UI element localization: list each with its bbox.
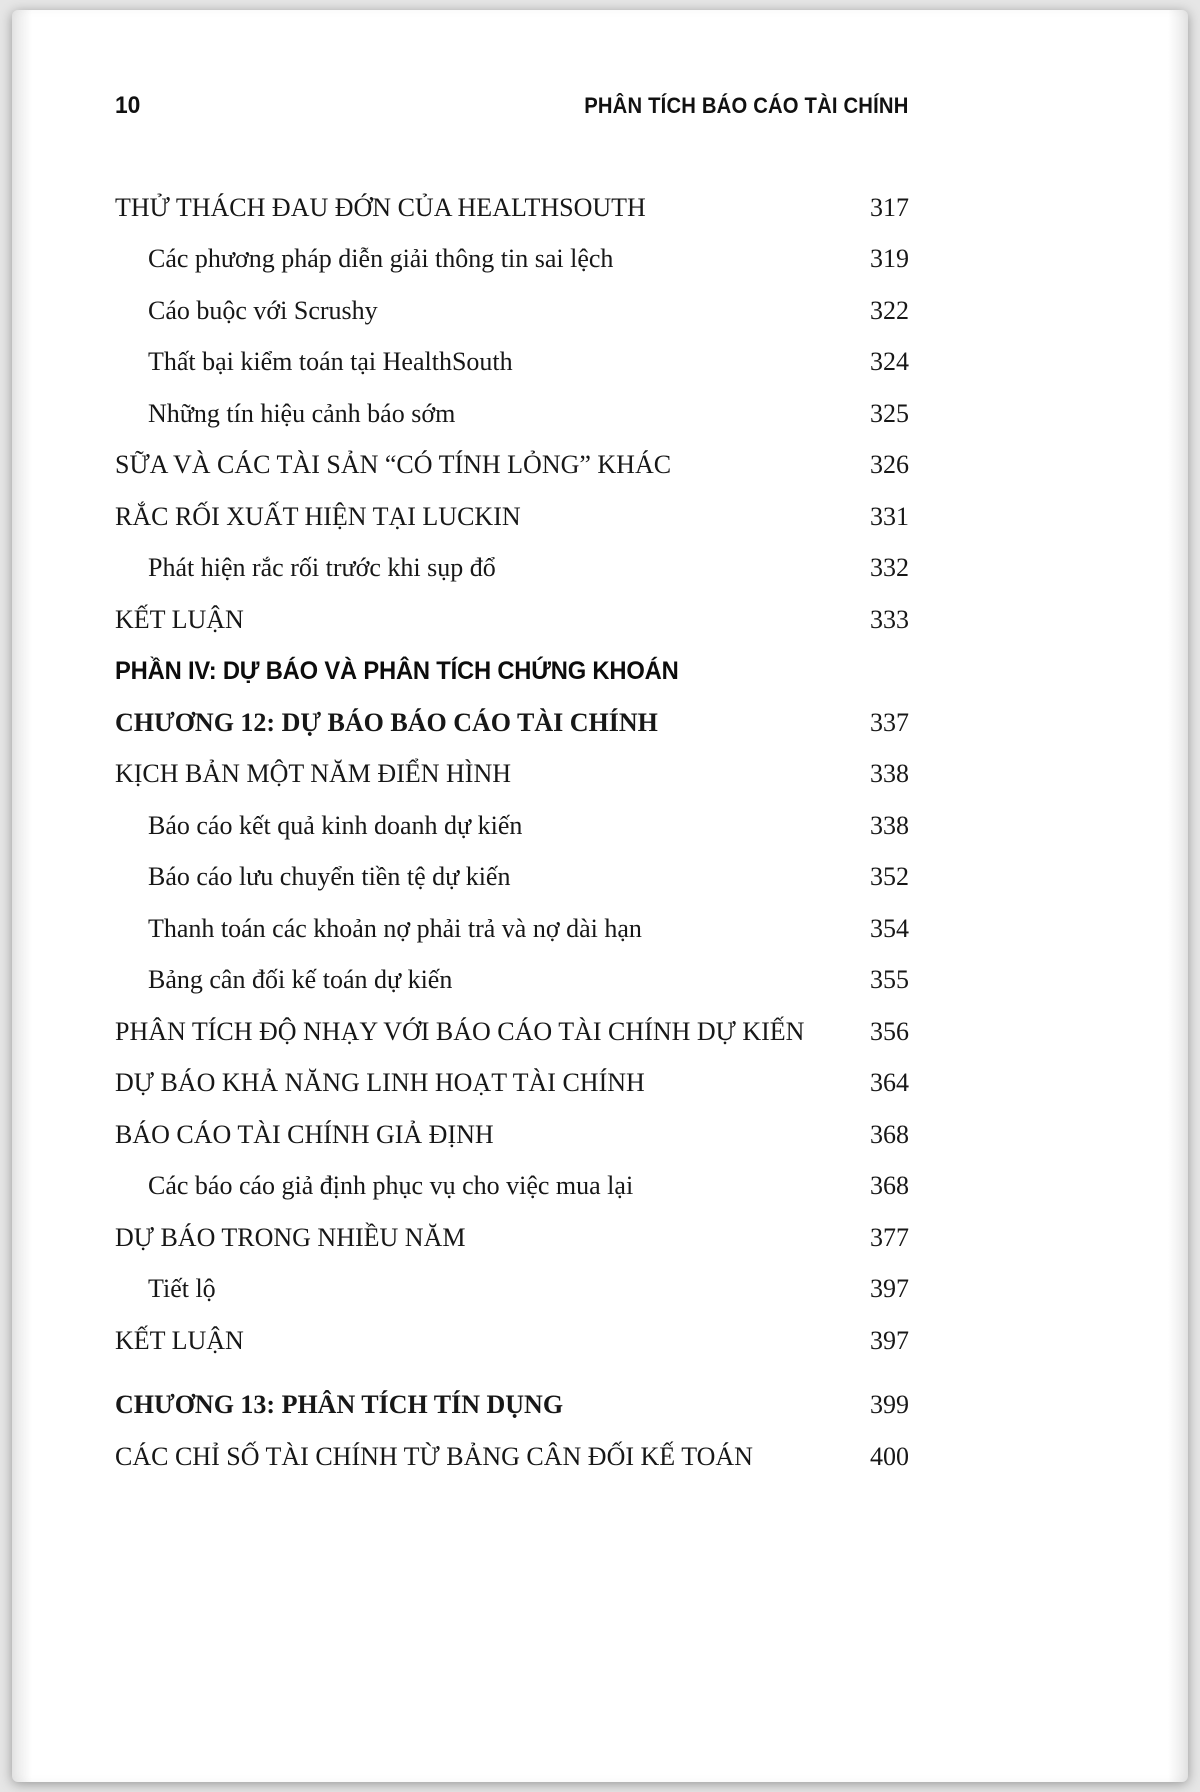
toc-entry-page: 324: [870, 347, 909, 377]
toc-entry: [115, 1264, 909, 1316]
toc-entry-label: Báo cáo kết quả kinh doanh dự kiến: [148, 810, 523, 840]
toc-entry: [115, 1006, 909, 1058]
toc-entry: [115, 1315, 909, 1367]
toc-entry-page: 397: [870, 1274, 909, 1304]
toc-entry: [115, 1109, 909, 1161]
toc-entry-label: Thanh toán các khoản nợ phải trả và nợ dài hạn: [148, 913, 642, 943]
page-header: [115, 92, 909, 120]
toc-entry-page: 319: [870, 244, 909, 274]
toc-entry-page: 364: [870, 1068, 909, 1098]
toc-entry: [115, 903, 909, 955]
book-page: [12, 10, 1188, 1782]
toc-entry: [115, 697, 909, 749]
toc-entry-page: 322: [870, 295, 909, 325]
toc-entry-page: 331: [870, 501, 909, 531]
toc-entry: [115, 955, 909, 1007]
toc-entry: [115, 234, 909, 286]
toc-entry-label: Cáo buộc với Scrushy: [148, 295, 378, 325]
toc-entry-label: CHƯƠNG 13: PHÂN TÍCH TÍN DỤNG: [115, 1390, 564, 1420]
toc-entry: [115, 1161, 909, 1213]
toc-entry: [115, 1431, 909, 1483]
toc-entry-label: KẾT LUẬN: [115, 604, 244, 634]
toc-entry-label: CÁC CHỈ SỐ TÀI CHÍNH TỪ BẢNG CÂN ĐỐI KẾ TOÁN: [115, 1441, 753, 1471]
toc-entry-label: Tiết lộ: [148, 1274, 216, 1304]
toc-entry-page: 399: [870, 1390, 909, 1420]
toc-entry-page: 400: [870, 1441, 909, 1471]
toc-entry: [115, 388, 909, 440]
toc-entry: [115, 440, 909, 492]
toc-entry-label: SỮA VÀ CÁC TÀI SẢN “CÓ TÍNH LỎNG” KHÁC: [115, 450, 672, 480]
toc-entry-label: THỬ THÁCH ĐAU ĐỚN CỦA HEALTHSOUTH: [115, 192, 646, 222]
toc-entry-label: KẾT LUẬN: [115, 1325, 244, 1355]
toc-entry-label: Báo cáo lưu chuyển tiền tệ dự kiến: [148, 862, 511, 892]
toc-entry-page: 337: [870, 707, 909, 737]
toc-entry-page: 368: [870, 1119, 909, 1149]
toc-list: [115, 182, 909, 1483]
running-title: PHÂN TÍCH BÁO CÁO TÀI CHÍNH: [584, 93, 909, 118]
toc-entry-page: 377: [870, 1222, 909, 1252]
toc-entry: [115, 1380, 909, 1432]
toc-entry-page: 317: [870, 192, 909, 222]
toc-entry-label: Các báo cáo giả định phục vụ cho việc mua lại: [148, 1171, 634, 1201]
toc-entry: [115, 594, 909, 646]
folio-page-number: 10: [115, 92, 141, 119]
toc-entry-label: PHẦN IV: DỰ BÁO VÀ PHÂN TÍCH CHỨNG KHOÁN: [115, 656, 679, 685]
toc-entry-page: 368: [870, 1171, 909, 1201]
toc-entry: [115, 1212, 909, 1264]
toc-entry-page: 338: [870, 759, 909, 789]
toc-entry: [115, 646, 909, 698]
toc-entry: [115, 491, 909, 543]
toc-entry-label: PHÂN TÍCH ĐỘ NHẠY VỚI BÁO CÁO TÀI CHÍNH DỰ KIẾN: [115, 1016, 805, 1046]
toc-entry-label: DỰ BÁO KHẢ NĂNG LINH HOẠT TÀI CHÍNH: [115, 1068, 645, 1098]
toc-entry-label: Phát hiện rắc rối trước khi sụp đổ: [148, 553, 496, 583]
toc-entry-label: Thất bại kiểm toán tại HealthSouth: [148, 347, 513, 377]
toc-entry: [115, 337, 909, 389]
toc-entry-label: Những tín hiệu cảnh báo sớm: [148, 398, 456, 428]
toc-entry-label: Bảng cân đối kế toán dự kiến: [148, 965, 453, 995]
toc-entry: [115, 182, 909, 234]
toc-entry: [115, 852, 909, 904]
toc-entry-page: 326: [870, 450, 909, 480]
toc-entry-page: 333: [870, 604, 909, 634]
toc-entry-label: Các phương pháp diễn giải thông tin sai lệch: [148, 244, 614, 274]
toc-entry-page: 354: [870, 913, 909, 943]
toc-entry-label: BÁO CÁO TÀI CHÍNH GIẢ ĐỊNH: [115, 1119, 494, 1149]
toc-entry-page: 325: [870, 398, 909, 428]
toc-entry-page: 356: [870, 1016, 909, 1046]
toc-entry: [115, 1058, 909, 1110]
toc-entry-label: CHƯƠNG 12: DỰ BÁO BÁO CÁO TÀI CHÍNH: [115, 707, 658, 737]
toc-entry: [115, 285, 909, 337]
toc-entry-label: RẮC RỐI XUẤT HIỆN TẠI LUCKIN: [115, 501, 521, 531]
toc-entry-label: DỰ BÁO TRONG NHIỀU NĂM: [115, 1222, 466, 1252]
toc-entry: [115, 800, 909, 852]
toc-entry: [115, 749, 909, 801]
toc-entry-page: 397: [870, 1325, 909, 1355]
toc-entry-page: 338: [870, 810, 909, 840]
toc-entry-page: 352: [870, 862, 909, 892]
toc-entry-label: KỊCH BẢN MỘT NĂM ĐIỂN HÌNH: [115, 759, 512, 789]
toc-entry-page: 332: [870, 553, 909, 583]
page-content: [115, 10, 909, 1782]
toc-entry: [115, 543, 909, 595]
toc-entry-page: 355: [870, 965, 909, 995]
